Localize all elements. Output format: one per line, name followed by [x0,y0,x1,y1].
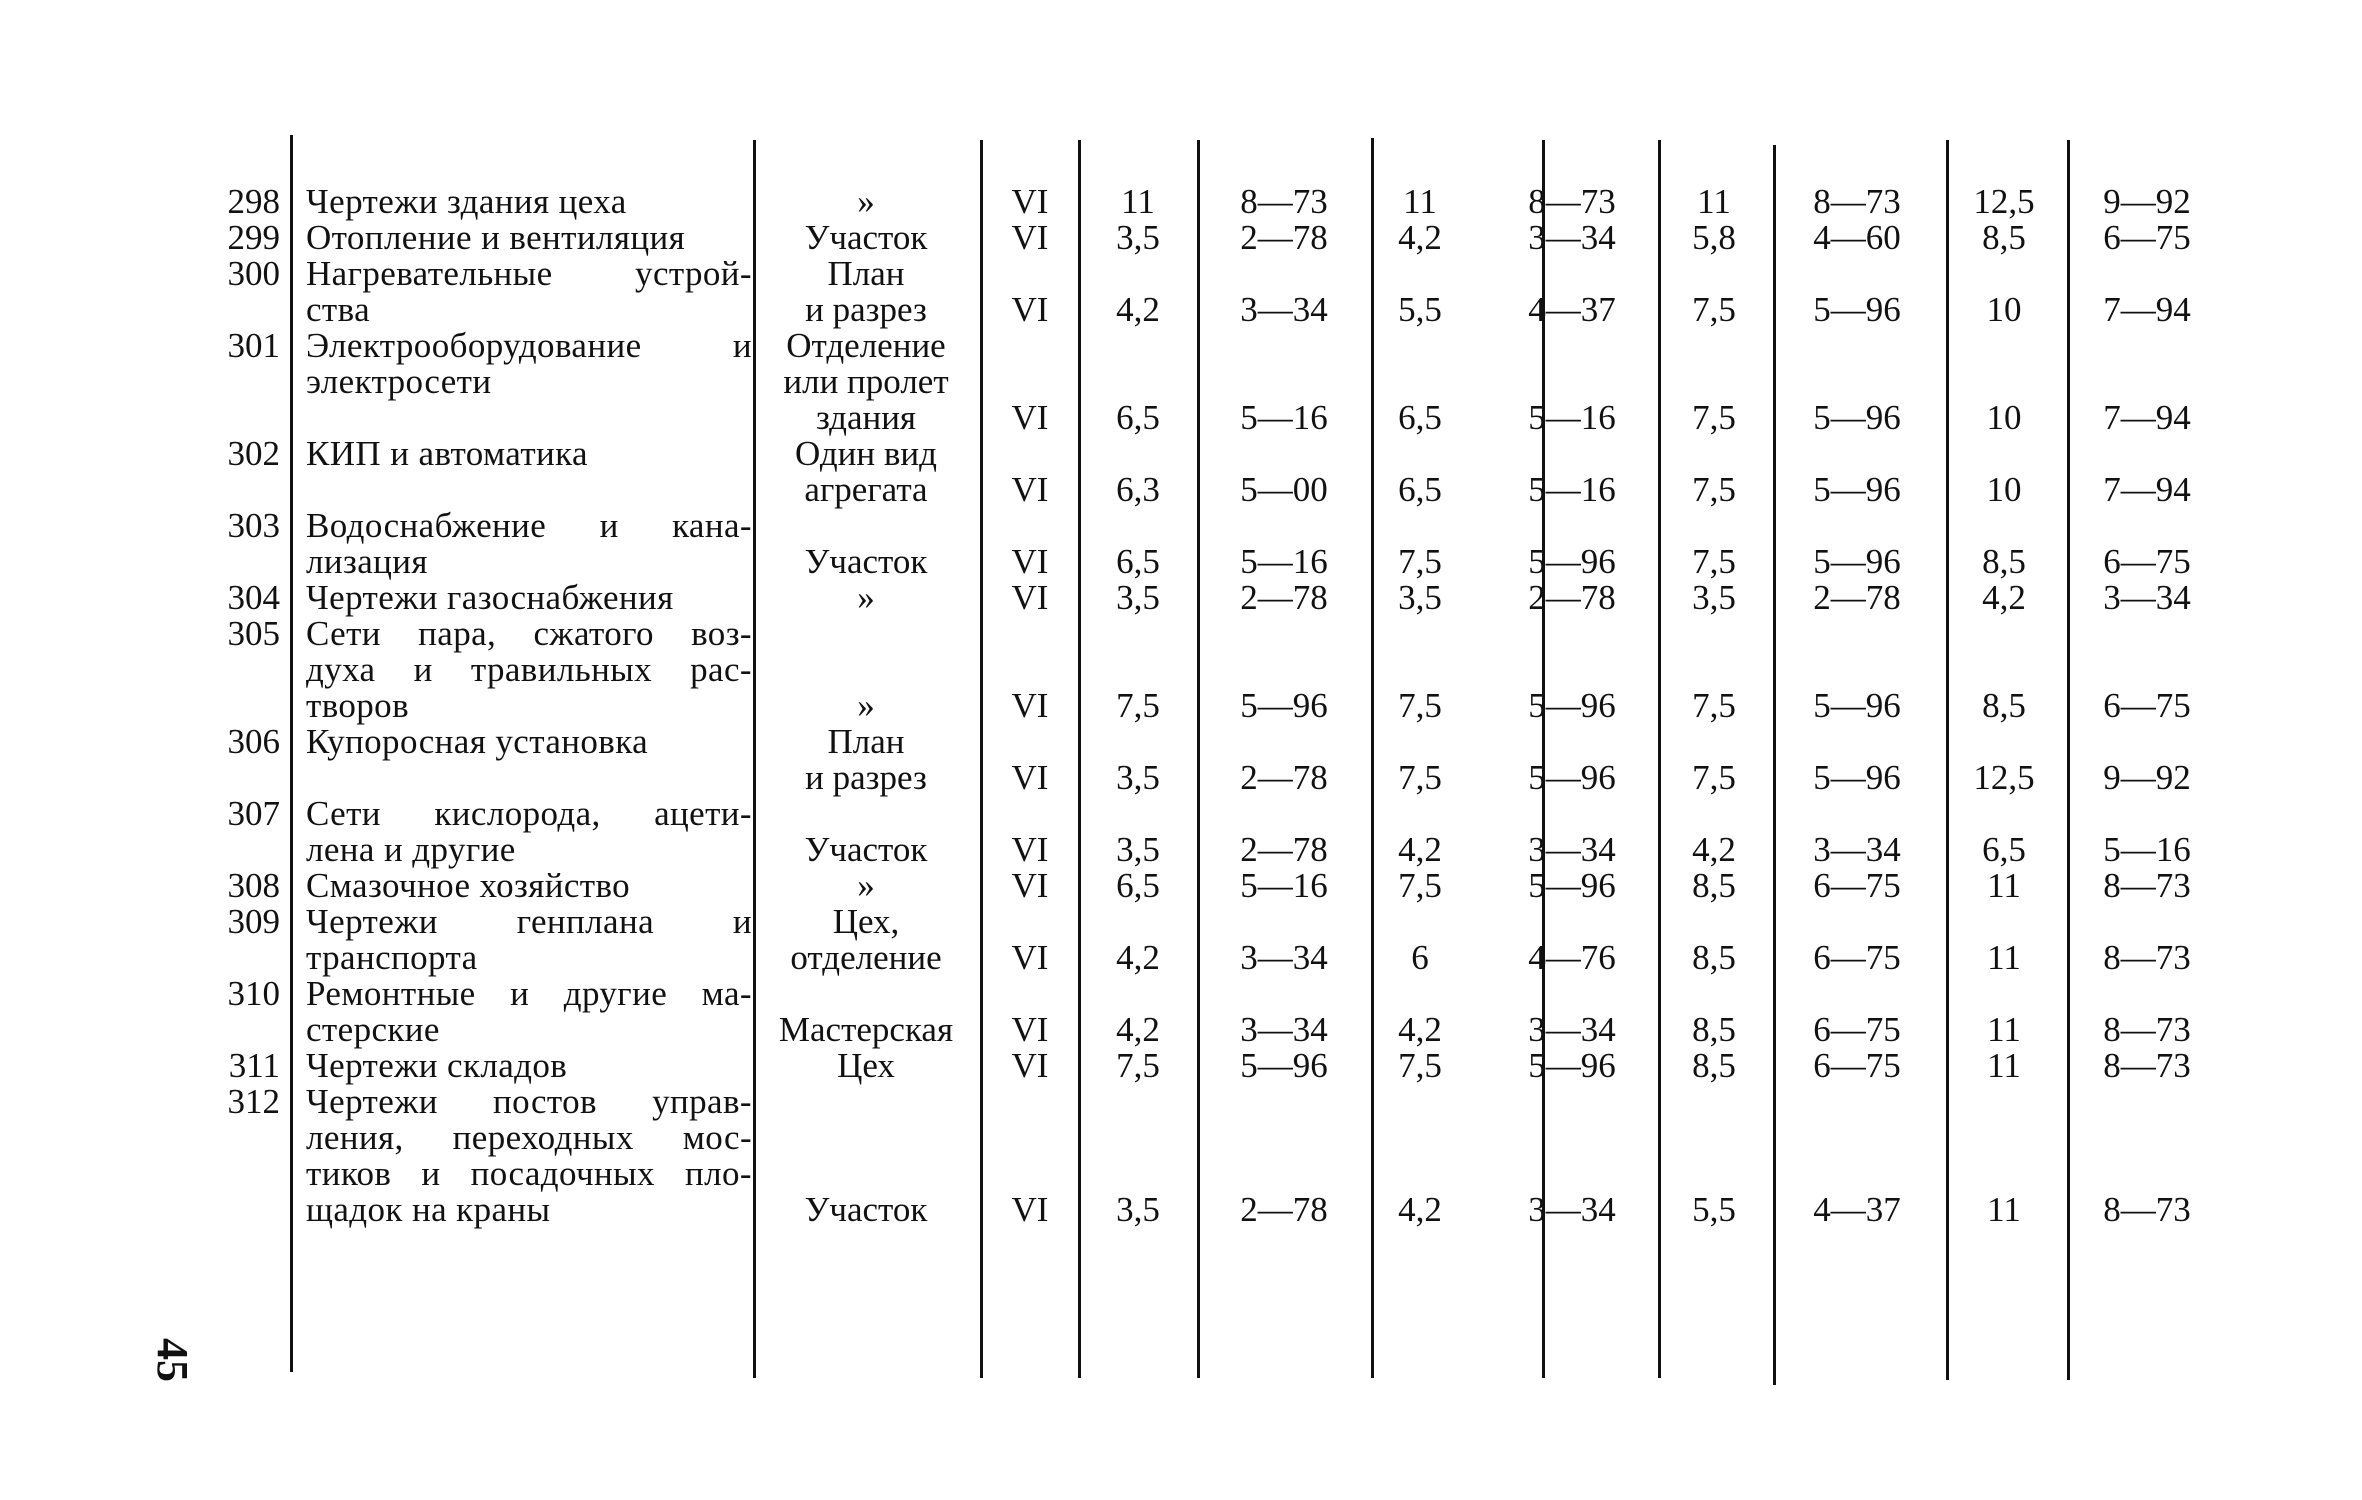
unit-of-measure: Участок [804,830,928,869]
value-c8: 3—34 [2103,578,2191,617]
value-c1: 4,2 [1116,290,1160,329]
row-number: 299 [227,218,280,257]
row-number: 308 [227,866,280,905]
unit-of-measure: » [857,866,875,905]
value-c6: 5—96 [1813,470,1901,509]
value-c4: 4—37 [1528,290,1616,329]
column-rule [753,140,756,1378]
item-description-line: Чертежи генплана и [306,902,752,941]
unit-of-measure: Участок [804,218,928,257]
row-number: 311 [228,1046,280,1085]
value-c7: 10 [1986,398,2022,437]
item-description-line: Сети кислорода, ацети- [306,794,752,833]
unit-of-measure: » [857,686,875,725]
unit-of-measure: агрегата [804,470,928,509]
value-c4: 8—73 [1528,182,1616,221]
value-c7: 12,5 [1973,758,2035,797]
value-c8: 8—73 [2103,1010,2191,1049]
value-c1: 4,2 [1116,1010,1160,1049]
page-number: 45 [148,1338,197,1382]
value-c2: 2—78 [1240,830,1328,869]
value-c6: 5—96 [1813,398,1901,437]
unit-of-measure: » [857,182,875,221]
unit-of-measure: и разрез [805,758,927,797]
value-c7: 8,5 [1982,686,2026,725]
unit-of-measure: » [857,578,875,617]
row-number: 307 [227,794,280,833]
value-c4: 3—34 [1528,1190,1616,1229]
value-c6: 6—75 [1813,866,1901,905]
value-cat: VI [1011,542,1049,581]
value-c5: 5,8 [1692,218,1736,257]
value-cat: VI [1011,578,1049,617]
value-c3: 7,5 [1398,686,1442,725]
value-cat: VI [1011,830,1049,869]
item-description-line: Чертежи здания цеха [306,182,627,221]
value-c1: 3,5 [1116,758,1160,797]
item-description-line: Чертежи складов [306,1046,568,1085]
value-c3: 4,2 [1398,1190,1442,1229]
value-c3: 7,5 [1398,542,1442,581]
item-description-line: Чертежи постов управ- [306,1082,752,1121]
value-c8: 9—92 [2103,182,2191,221]
value-c2: 8—73 [1240,182,1328,221]
value-c5: 5,5 [1692,1190,1736,1229]
value-cat: VI [1011,398,1049,437]
value-c4: 3—34 [1528,830,1616,869]
unit-of-measure: или пролет [783,362,949,401]
value-c5: 8,5 [1692,866,1736,905]
value-c1: 7,5 [1116,686,1160,725]
value-c5: 4,2 [1692,830,1736,869]
column-rule [1773,145,1776,1385]
value-c2: 2—78 [1240,578,1328,617]
value-cat: VI [1011,938,1049,977]
value-c1: 7,5 [1116,1046,1160,1085]
value-c6: 4—37 [1813,1190,1901,1229]
item-description-line: творов [306,686,410,725]
value-c1: 6,3 [1116,470,1160,509]
value-c8: 8—73 [2103,1190,2191,1229]
value-c6: 8—73 [1813,182,1901,221]
value-c5: 7,5 [1692,398,1736,437]
value-cat: VI [1011,470,1049,509]
unit-of-measure: здания [815,398,917,437]
value-c2: 2—78 [1240,758,1328,797]
value-c7: 11 [1987,938,2021,977]
value-c8: 8—73 [2103,866,2191,905]
unit-of-measure: Мастерская [778,1010,954,1049]
value-c2: 5—96 [1240,686,1328,725]
value-c3: 5,5 [1398,290,1442,329]
item-description-line: электросети [306,362,492,401]
value-c7: 11 [1987,1010,2021,1049]
item-description-line: Сети пара, сжатого воз- [306,614,752,653]
value-c3: 7,5 [1398,1046,1442,1085]
value-cat: VI [1011,1010,1049,1049]
value-c5: 7,5 [1692,686,1736,725]
row-number: 310 [227,974,280,1013]
item-description-line: ства [306,290,371,329]
value-c2: 3—34 [1240,1010,1328,1049]
item-description-line: КИП и автоматика [306,434,588,473]
item-description-line: духа и травильных рас- [306,650,752,689]
item-description-line: транспорта [306,938,478,977]
row-number: 305 [227,614,280,653]
value-c5: 8,5 [1692,938,1736,977]
value-c3: 7,5 [1398,866,1442,905]
item-description-line: лена и другие [306,830,516,869]
value-c6: 4—60 [1813,218,1901,257]
item-description-line: Отопление и вентиляция [306,218,686,257]
item-description-line: щадок на краны [306,1190,551,1229]
value-c1: 3,5 [1116,1190,1160,1229]
value-c8: 8—73 [2103,1046,2191,1085]
value-c2: 2—78 [1240,1190,1328,1229]
value-c7: 6,5 [1982,830,2026,869]
value-c8: 8—73 [2103,938,2191,977]
value-c7: 8,5 [1982,542,2026,581]
value-c6: 6—75 [1813,938,1901,977]
row-number: 309 [227,902,280,941]
value-c8: 6—75 [2103,686,2191,725]
column-rule [2067,140,2070,1380]
unit-of-measure: отделение [790,938,942,977]
value-c7: 8,5 [1982,218,2026,257]
unit-of-measure: Отделение [786,326,946,365]
value-c2: 5—96 [1240,1046,1328,1085]
row-number: 302 [227,434,280,473]
value-c7: 11 [1987,1046,2021,1085]
value-c2: 5—16 [1240,542,1328,581]
value-c2: 5—16 [1240,866,1328,905]
value-c8: 7—94 [2103,398,2191,437]
value-c4: 5—96 [1528,866,1616,905]
value-c8: 6—75 [2103,218,2191,257]
unit-of-measure: План [827,722,905,761]
value-c4: 5—96 [1528,758,1616,797]
value-c7: 11 [1987,866,2021,905]
value-c4: 5—96 [1528,686,1616,725]
value-c7: 10 [1986,470,2022,509]
value-c5: 7,5 [1692,542,1736,581]
item-description-line: лизация [306,542,428,581]
value-c3: 6,5 [1398,470,1442,509]
item-description-line: Смазочное хозяйство [306,866,631,905]
value-cat: VI [1011,686,1049,725]
item-description-line: Нагревательные устрой- [306,254,752,293]
value-c2: 2—78 [1240,218,1328,257]
value-c3: 11 [1403,182,1437,221]
value-c4: 5—16 [1528,398,1616,437]
value-c1: 6,5 [1116,866,1160,905]
unit-of-measure: Участок [804,1190,928,1229]
item-description-line: стерские [306,1010,440,1049]
value-c6: 5—96 [1813,758,1901,797]
value-c3: 4,2 [1398,218,1442,257]
unit-of-measure: Один вид [795,434,937,473]
unit-of-measure: Цех [837,1046,895,1085]
row-number: 298 [227,182,280,221]
value-c6: 3—34 [1813,830,1901,869]
row-number: 303 [227,506,280,545]
item-description-line: Водоснабжение и кана- [306,506,752,545]
value-c3: 6 [1411,938,1429,977]
value-cat: VI [1011,1046,1049,1085]
value-c2: 3—34 [1240,938,1328,977]
item-description-line: ления, переходных мос- [306,1118,752,1157]
item-description-line: тиков и посадочных пло- [306,1154,752,1193]
value-c5: 3,5 [1692,578,1736,617]
value-c3: 4,2 [1398,830,1442,869]
column-rule [290,135,293,1372]
value-c8: 7—94 [2103,290,2191,329]
value-c6: 6—75 [1813,1010,1901,1049]
value-c2: 5—16 [1240,398,1328,437]
value-cat: VI [1011,218,1049,257]
column-rule [1197,140,1200,1378]
value-cat: VI [1011,758,1049,797]
value-c3: 3,5 [1398,578,1442,617]
value-c4: 5—96 [1528,1046,1616,1085]
value-cat: VI [1011,290,1049,329]
unit-of-measure: Цех, [832,902,900,941]
value-c8: 5—16 [2103,830,2191,869]
row-number: 300 [227,254,280,293]
value-c8: 7—94 [2103,470,2191,509]
value-c6: 5—96 [1813,686,1901,725]
value-c7: 4,2 [1982,578,2026,617]
value-c2: 5—00 [1240,470,1328,509]
value-c5: 7,5 [1692,290,1736,329]
value-c4: 5—96 [1528,542,1616,581]
item-description-line: Чертежи газоснабжения [306,578,674,617]
row-number: 304 [227,578,280,617]
value-c6: 2—78 [1813,578,1901,617]
value-c5: 8,5 [1692,1010,1736,1049]
item-description-line: Ремонтные и другие ма- [306,974,752,1013]
value-c1: 3,5 [1116,830,1160,869]
item-description-line: Купоросная установка [306,722,649,761]
value-c7: 10 [1986,290,2022,329]
row-number: 312 [227,1082,280,1121]
value-cat: VI [1011,1190,1049,1229]
value-c4: 4—76 [1528,938,1616,977]
value-cat: VI [1011,182,1049,221]
unit-of-measure: и разрез [805,290,927,329]
value-c1: 6,5 [1116,542,1160,581]
value-c5: 7,5 [1692,758,1736,797]
value-c1: 11 [1121,182,1155,221]
value-c8: 6—75 [2103,542,2191,581]
value-c4: 2—78 [1528,578,1616,617]
value-c5: 11 [1697,182,1731,221]
value-c4: 5—16 [1528,470,1616,509]
value-c6: 5—96 [1813,542,1901,581]
item-description-line: Электрооборудование и [306,326,752,365]
unit-of-measure: Участок [804,542,928,581]
row-number: 301 [227,326,280,365]
value-c4: 3—34 [1528,218,1616,257]
value-c4: 3—34 [1528,1010,1616,1049]
value-c5: 8,5 [1692,1046,1736,1085]
value-c3: 4,2 [1398,1010,1442,1049]
value-c3: 6,5 [1398,398,1442,437]
value-c7: 12,5 [1973,182,2035,221]
value-c1: 4,2 [1116,938,1160,977]
unit-of-measure: План [827,254,905,293]
value-c6: 5—96 [1813,290,1901,329]
value-c7: 11 [1987,1190,2021,1229]
value-c3: 7,5 [1398,758,1442,797]
value-c5: 7,5 [1692,470,1736,509]
row-number: 306 [227,722,280,761]
value-cat: VI [1011,866,1049,905]
value-c1: 3,5 [1116,218,1160,257]
value-c8: 9—92 [2103,758,2191,797]
value-c1: 6,5 [1116,398,1160,437]
value-c6: 6—75 [1813,1046,1901,1085]
value-c1: 3,5 [1116,578,1160,617]
value-c2: 3—34 [1240,290,1328,329]
